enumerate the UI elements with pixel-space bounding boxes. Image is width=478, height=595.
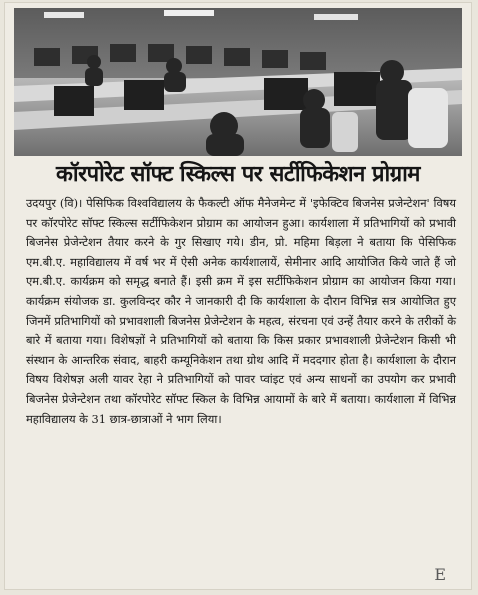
article-headline: कॉरपोरेट सॉफ्ट स्किल्स पर सर्टीफिकेशन प्रोग्राम <box>56 162 420 187</box>
article-paragraph: उदयपुर (वि)। पेसिफिक विश्वविद्यालय के फैकल्टी ऑफ मैनेजमेन्ट में 'इफेक्टिव बिजनेस प्रजेन्टेशन' विषय पर कॉरपोरेट सॉफ्ट स्किल्स सर्टीफिकेशन प्रोग्राम का आयोजन हुआ। कार्यशाला में प्रतिभागियों को प्रभावी बिजनेस प्रेजेन्टेशन तैयार करने के गुर सिखाए गये। डीन, प्रो. महिमा बिड़ला ने बताया कि पेसिफिक एम.बी.ए. महाविद्यालय में वर्ष भर में ऐसी अनेक कार्यशालायें, सेमीनार आदि आयोजित किये जाते हैं जो एम.बी.ए. कार्यक्रम को समृद्ध बनाते हैं। इसी क्रम में इस सर्टीफिकेशन प्रोग्राम का आयोजन किया गया। कार्यक्रम संयोजक डा. कुलविन्दर कौर ने जानकारी दी कि कार्यशाला के दौरान विभिन्न सत्र आयोजित हुए जिनमें प्रतिभागियों को प्रभावशाली बिजनेस प्रेजेन्टेशन के महत्व, संरचना एवं उन्हें तैयार करने के तरीकों के बारे में बताया गया। विशेषज्ञों ने प्रतिभागियों को बताया कि किस प्रकार प्रभावशाली प्रेजेन्टेशन किसी भी संस्थान के आन्तरिक संवाद, बाहरी कम्यूनिकेशन तथा ग्रोथ आदि में मददगार होता है। कार्यशाला के दौरान विषय विशेषज्ञ अली यावर रेहा ने प्रतिभागियों को पावर प्वांइट एवं अन्य साधनों का उपयोग कर प्रभावी बिजनेस प्रेजेन्टेशन तथा कॉरपोरेट सॉफ्ट स्किल के विभिन्न आयामों के बारे में बताया। कार्यशाला में विभिन्न महाविद्यालय के 31 छात्र-छात्राओं ने भाग लिया। <box>26 196 456 426</box>
article-body <box>26 194 456 586</box>
newspaper-clipping <box>4 2 472 590</box>
workshop-photo <box>14 8 462 156</box>
corner-mark: E <box>434 565 446 584</box>
